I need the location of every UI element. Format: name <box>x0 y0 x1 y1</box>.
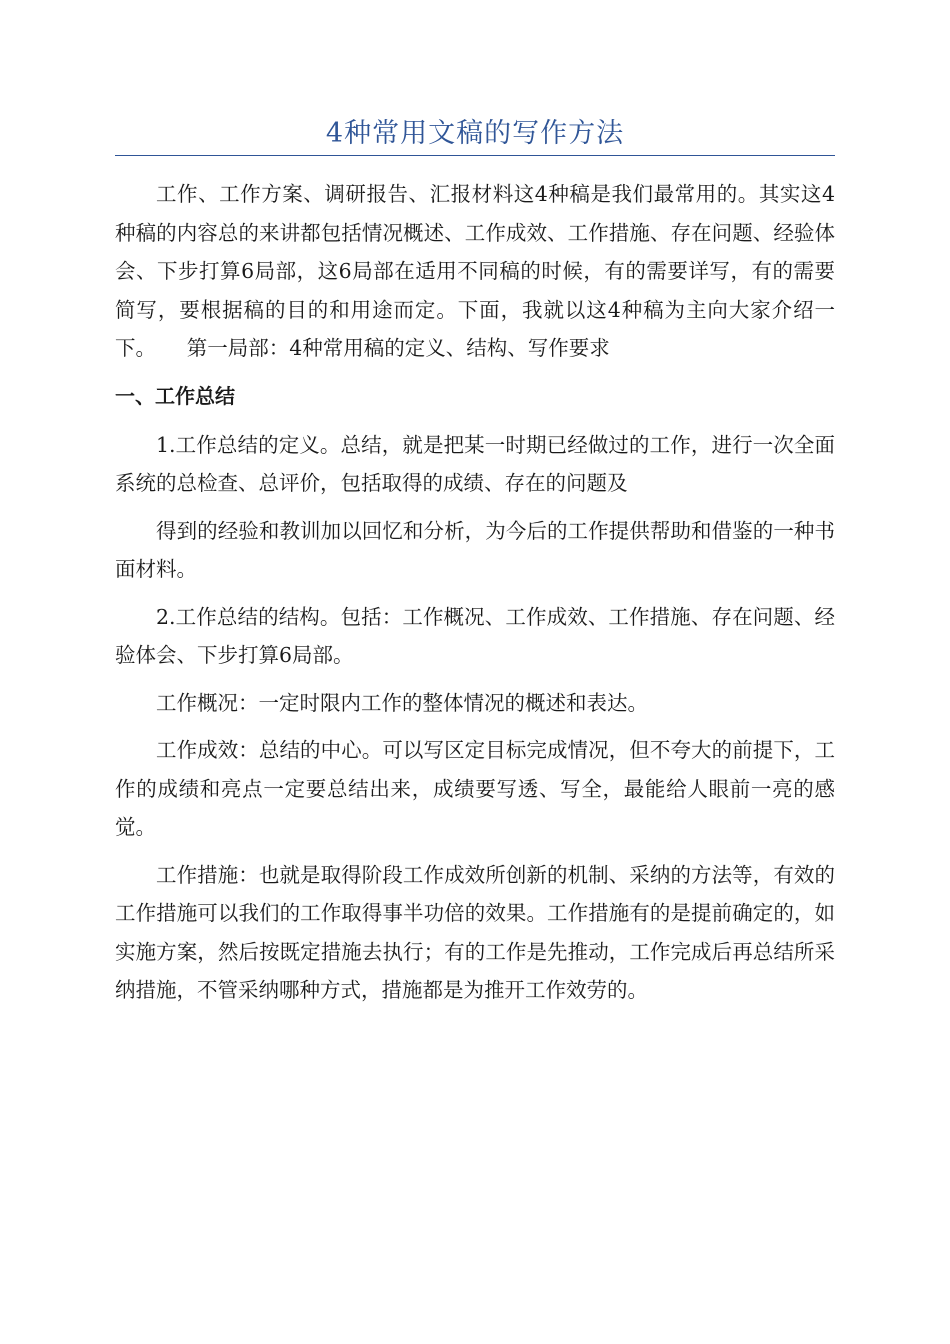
title-underline <box>115 155 835 156</box>
paragraph-definition-continued: 得到的经验和教训加以回忆和分析，为今后的工作提供帮助和借鉴的一种书面材料。 <box>115 518 835 581</box>
page-title: 4种常用文稿的写作方法 <box>325 118 625 149</box>
paragraph-overview: 工作概况：一定时限内工作的整体情况的概述和表达。 <box>156 690 648 715</box>
paragraph-measures: 工作措施：也就是取得阶段工作成效所创新的机制、采纳的方法等，有效的工作措施可以我们的工作取得事半功倍的效果。工作措施有的是提前确定的，如实施方案，然后按既定措施去执行；有的工作是先推动，工作完成后再总结所采纳措施，不管采纳哪种方式，措施都是为推开工作效劳的。 <box>115 862 835 1002</box>
paragraph-structure: 2.工作总结的结构。包括：工作概况、工作成效、工作措施、存在问题、经验体会、下步打算6局部。 <box>115 604 835 667</box>
paragraph-definition: 1.工作总结的定义。总结，就是把某一时期已经做过的工作，进行一次全面系统的总检查、总评价，包括取得的成绩、存在的问题及 <box>115 432 835 495</box>
intro-paragraph: 工作、工作方案、调研报告、汇报材料这4种稿是我们最常用的。其实这4种稿的内容总的来讲都包括情况概述、工作成效、工作措施、存在问题、经验体会、下步打算6局部，这6局部在适用不同稿的时候，有的需要详写，有的需要简写，要根据稿的目的和用途而定。下面，我就以这4种稿为主向大家介绍一下。 第一局部：4种常用稿的定义、结构、写作要求 <box>115 182 835 360</box>
section-heading: 一、工作总结 <box>115 383 235 408</box>
document-body <box>115 175 835 1019</box>
paragraph-results: 工作成效：总结的中心。可以写区定目标完成情况，但不夸大的前提下，工作的成绩和亮点一定要总结出来，成绩要写透、写全，最能给人眼前一亮的感觉。 <box>115 738 835 839</box>
